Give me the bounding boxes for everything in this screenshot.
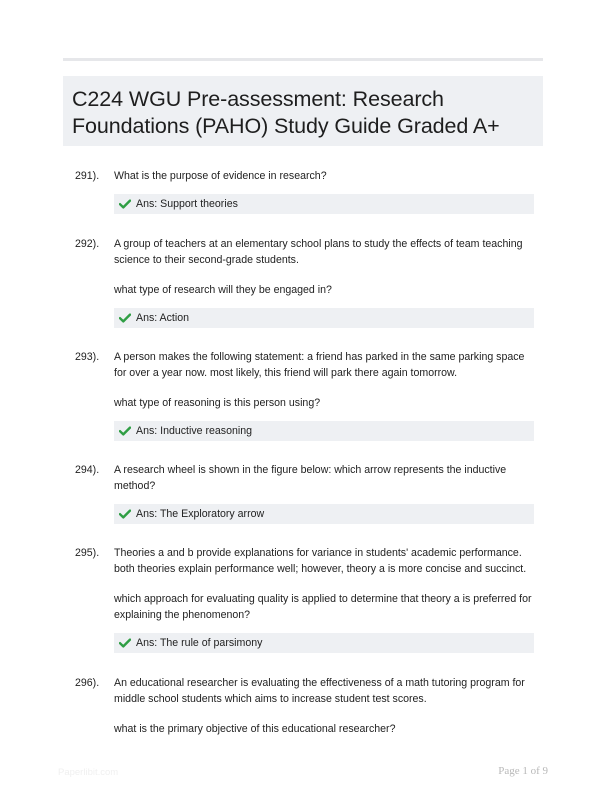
question-paragraph: What is the purpose of evidence in research? (114, 170, 327, 182)
checkmark-icon (119, 313, 131, 323)
question-number: 293). (75, 351, 100, 363)
top-divider (63, 58, 543, 61)
question-paragraph: what type of reasoning is this person using? (114, 397, 321, 409)
checkmark-icon (119, 199, 131, 209)
question-paragraph: A group of teachers at an elementary school plans to study the effects of team teaching science to their second-grade students. (114, 238, 523, 266)
answer-box (114, 504, 534, 524)
answer-box (114, 633, 534, 653)
question-paragraph: A research wheel is shown in the figure below: which arrow represents the inductive method? (114, 464, 507, 492)
question-number: 291). (75, 170, 100, 182)
question-number: 296). (75, 677, 100, 689)
checkmark-icon (119, 638, 131, 648)
question-paragraph: An educational researcher is evaluating the effectiveness of a math tutoring program for middle school students which aims to increase student test scores. (114, 677, 525, 705)
question-text (114, 462, 535, 494)
question-text (114, 236, 535, 298)
question-paragraph: Theories a and b provide explanations for variance in students' academic performance. both theories explain performance well; however, theory a is more concise and succinct. (114, 547, 527, 575)
document-title: C224 WGU Pre-assessment: Research Foundations (PAHO) Study Guide Graded A+ (72, 87, 500, 138)
title-banner (63, 76, 543, 146)
question-number: 292). (75, 238, 100, 250)
question-paragraph: which approach for evaluating quality is applied to determine that theory a is preferred for explaining the phenomenon? (114, 593, 532, 621)
question-paragraph: A person makes the following statement: a friend has parked in the same parking space for over a year now. most likely, this friend will park there again tomorrow. (114, 351, 525, 379)
question-number: 295). (75, 547, 100, 559)
question-text (114, 545, 535, 623)
question-294 (75, 462, 535, 524)
answer-text: Ans: Action (136, 312, 189, 324)
question-295 (75, 545, 535, 653)
footer-watermark: Paperlibit.com (58, 767, 119, 778)
page-indicator: Page 1 of 9 (498, 765, 548, 777)
answer-box (114, 421, 534, 441)
answer-text: Ans: The Exploratory arrow (136, 508, 265, 520)
answer-box (114, 194, 534, 214)
question-text (114, 675, 535, 737)
answer-text: Ans: The rule of parsimony (136, 637, 263, 649)
answer-box (114, 308, 534, 328)
question-text (114, 168, 535, 184)
answer-text: Ans: Inductive reasoning (136, 425, 253, 437)
question-paragraph: what type of research will they be engaged in? (114, 284, 332, 296)
question-text (114, 349, 535, 411)
question-paragraph: what is the primary objective of this educational researcher? (114, 723, 396, 735)
checkmark-icon (119, 509, 131, 519)
checkmark-icon (119, 426, 131, 436)
question-291 (75, 168, 535, 214)
question-292 (75, 236, 535, 328)
question-296 (75, 675, 535, 737)
question-number: 294). (75, 464, 100, 476)
answer-text: Ans: Support theories (136, 198, 238, 210)
question-293 (75, 349, 535, 441)
